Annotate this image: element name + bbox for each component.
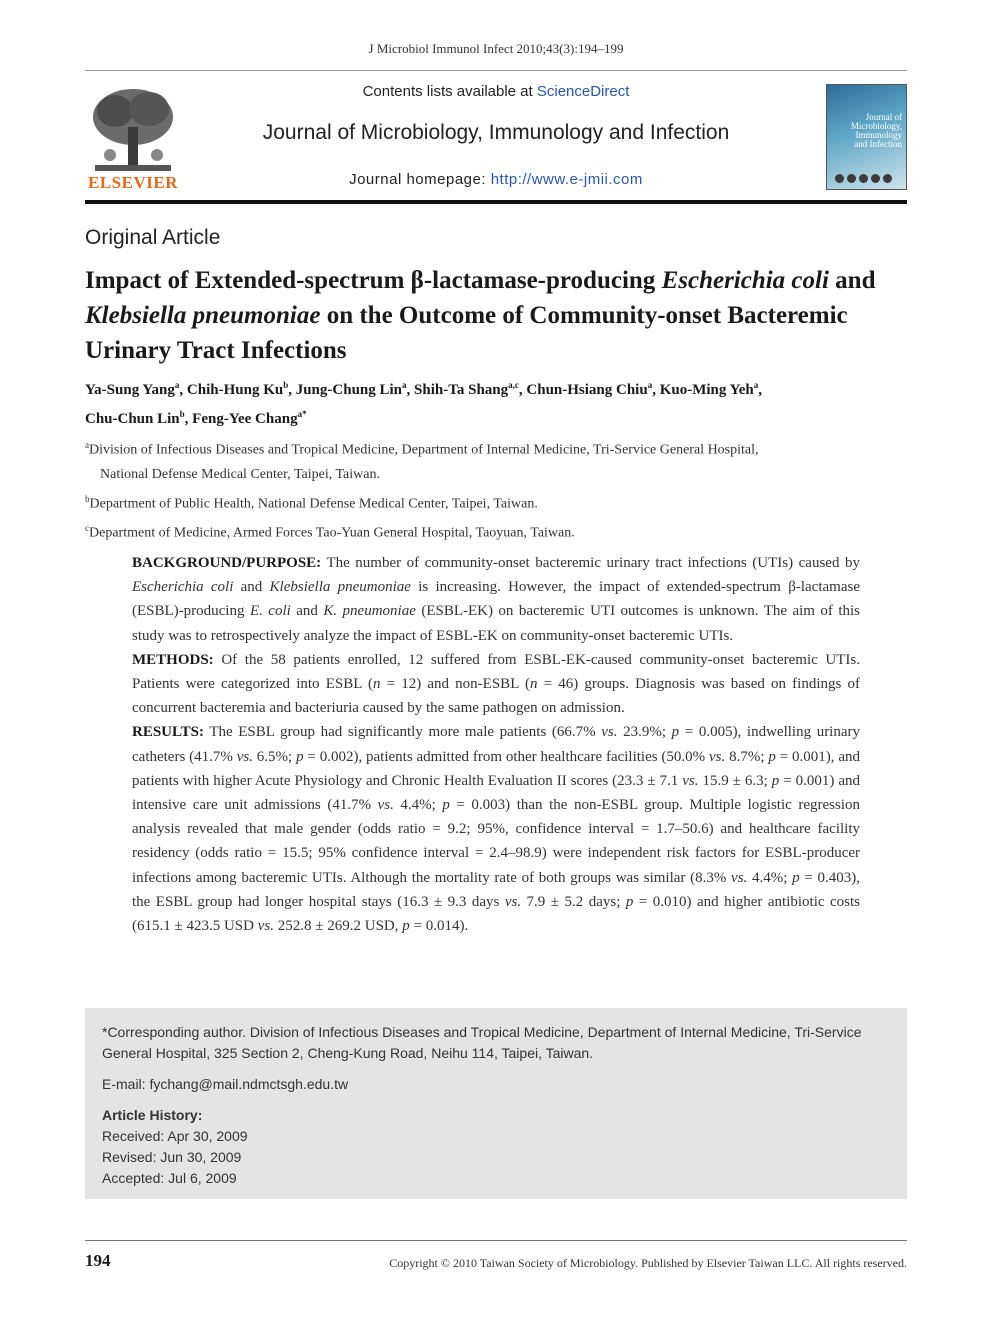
footer-divider <box>85 1240 907 1241</box>
affiliation-a-continued: National Defense Medical Center, Taipei, Taiwan. <box>100 466 380 482</box>
revised-date: Revised: Jun 30, 2009 <box>102 1149 242 1165</box>
journal-cover-thumbnail <box>826 84 907 190</box>
journal-citation: J Microbiol Immunol Infect 2010;43(3):194–199 <box>368 41 624 56</box>
abstract <box>132 551 860 938</box>
journal-title: Journal of Microbiology, Immunology and Infection <box>262 121 730 144</box>
sciencedirect-link[interactable]: ScienceDirect <box>536 83 630 100</box>
article-title: Impact of Extended-spectrum β-lactamase-producing Escherichia coli and Klebsiella pneumoniae on the Outcome of Community-onset Bacteremic Urinary Tract Infections <box>85 267 876 364</box>
homepage-prefix: Journal homepage: <box>349 171 491 188</box>
elsevier-wordmark: ELSEVIER <box>88 173 178 192</box>
author: Chih-Hung Ku$^b$ <box>186 380 289 398</box>
abstract-methods: METHODS: Of the 58 patients enrolled, 12 suffered from ESBL-EK-caused community-onset bacteremic UTIs. Patients were categorized into ESBL (n = 12) and non-ESBL (n = 46) groups. Diagnosis was based on findings of concurrent bacteremia and bacteriuria caused by the same pathogen on admission. <box>132 651 860 717</box>
abstract-background: BACKGROUND/PURPOSE: The number of community-onset bacteremic urinary tract infections (UTIs) caused by Escherichia coli and Klebsiella pneumoniae is increasing. However, the impact of extended-spectrum β-lactamase (ESBL)-producing E. coli and K. pneumoniae (ESBL-EK) on bacteremic UTI outcomes is unknown. The aim of this study was to retrospectively analyze the impact of ESBL-EK on community-onset bacteremic UTIs. <box>132 555 861 644</box>
article-history-heading: Article History: <box>102 1107 203 1123</box>
author: Feng-Yee Chang$^{a*}$ <box>192 409 307 427</box>
cover-society-logos <box>835 174 898 184</box>
author: Chun-Hsiang Chiu$^a$ <box>526 380 653 398</box>
homepage-link[interactable]: http://www.e-jmii.com <box>490 171 643 188</box>
affiliation-a: $^a$Division of Infectious Diseases and Tropical Medicine, Department of Internal Medicine, Tri-Service General Hospital, <box>85 440 759 458</box>
author-list: Ya-Sung Yang$^a$, Chih-Hung Ku$^b$, Jung-Chung Lin$^a$, Shih-Ta Shang$^{a,c}$, Chun-Hsiang Chiu$^a$, Kuo-Ming Yeh$^a$, Chu-Chun Lin$^b$, Feng-Yee Chang$^{a*}$ <box>85 380 762 427</box>
contents-line <box>85 83 907 100</box>
received-date: Received: Apr 30, 2009 <box>102 1128 248 1144</box>
author: Ya-Sung Yang$^a$ <box>85 380 180 398</box>
abstract-results: RESULTS: The ESBL group had significantly more male patients (66.7% vs. 23.9%; p = 0.005), indwelling urinary catheters (41.7% vs. 6.5%; p = 0.002), patients admitted from other healthcare facilities (50.0% vs. 8.7%; p = 0.001), and patients with higher Acute Physiology and Chronic Health Evaluation II scores (23.3 ± 7.1 vs. 15.9 ± 6.3; p = 0.001) and intensive care unit admissions (41.7% vs. 4.4%; p = 0.003) than the non-ESBL group. Multiple logistic regression analysis revealed that male gender (odds ratio = 9.2; 95%, confidence interval = 1.7–50.6) and healthcare facility residency (odds ratio = 15.5; 95% confidence interval = 2.4–98.9) were independent risk factors for ESBL-producer infections among bacteremic UTIs. Although the mortality rate of both groups was similar (8.3% vs. 4.4%; p = 0.403), the ESBL group had longer hospital stays (16.3 ± 9.3 days vs. 7.9 ± 5.2 days; p = 0.010) and higher antibiotic costs (615.1 ± 423.5 USD vs. 252.8 ± 269.2 USD, p = 0.014). <box>132 724 861 935</box>
article-type: Original Article <box>85 226 221 249</box>
affiliation-b: $^b$Department of Public Health, National Defense Medical Center, Taipei, Taiwan. <box>85 493 538 512</box>
page-number: 194 <box>85 1251 111 1270</box>
accepted-date: Accepted: Jul 6, 2009 <box>102 1170 237 1186</box>
affiliations <box>85 433 907 546</box>
contents-prefix: Contents lists available at <box>362 83 537 100</box>
journal-header <box>85 70 907 200</box>
author: Chu-Chun Lin$^b$ <box>85 409 185 427</box>
cover-title: Journal of Microbiology, Immunology and Infection <box>850 112 902 149</box>
author: Shih-Ta Shang$^{a,c}$ <box>414 380 519 398</box>
header-divider <box>85 200 907 204</box>
homepage-line <box>85 171 907 188</box>
author-email[interactable]: E-mail: fychang@mail.ndmctsgh.edu.tw <box>102 1076 349 1092</box>
copyright-notice: Copyright © 2010 Taiwan Society of Microbiology. Published by Elsevier Taiwan LLC. All rights reserved. <box>389 1256 907 1270</box>
article-info-box <box>85 1008 907 1199</box>
corresponding-author: *Corresponding author. Division of Infectious Diseases and Tropical Medicine, Department of Internal Medicine, Tri-Service General Hospital, 325 Section 2, Cheng-Kung Road, Neihu 114, Taipei, Taiwan. <box>102 1024 862 1061</box>
author: Jung-Chung Lin$^a$ <box>295 380 407 398</box>
author: Kuo-Ming Yeh$^a$ <box>659 380 759 398</box>
affiliation-c: $^c$Department of Medicine, Armed Forces Tao-Yuan General Hospital, Taoyuan, Taiwan. <box>85 523 575 541</box>
